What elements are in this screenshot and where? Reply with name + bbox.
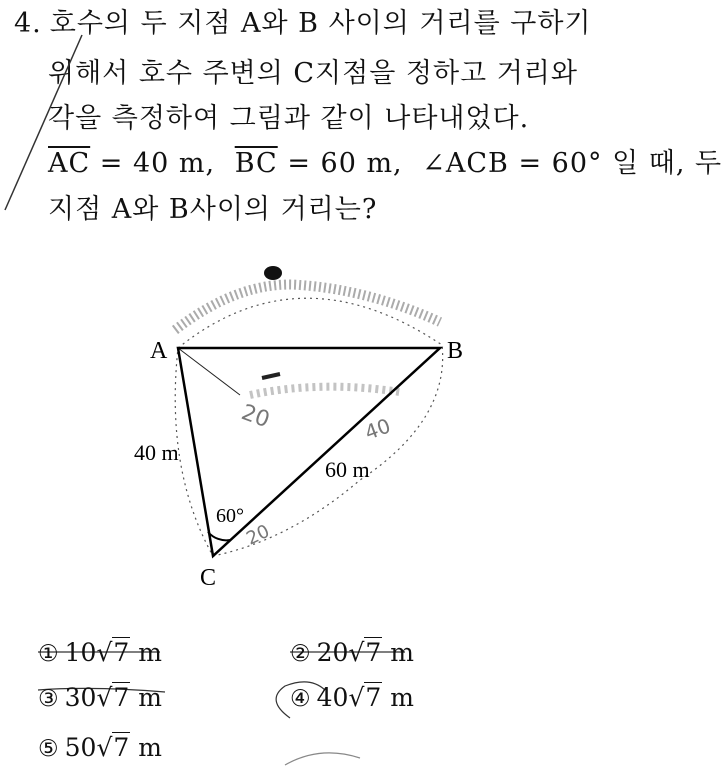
question-condition-line: $\overline{AC} = 40$ m, $\overline{BC} = 60$ m, ∠ACB = 60° 일 때, 두 bbox=[48, 148, 722, 179]
label-b: B bbox=[447, 338, 464, 364]
angle-condition: ∠ACB = 60° 일 때, 두 bbox=[422, 148, 722, 179]
choice-1[interactable]: ① 10√7 m bbox=[38, 638, 162, 667]
pencil-stroke bbox=[5, 35, 82, 210]
water-texture bbox=[250, 387, 400, 395]
grass-shore bbox=[175, 285, 440, 330]
choice-3[interactable]: ③ 30√7 m bbox=[38, 683, 162, 712]
label-bc-length: 60 m bbox=[325, 457, 370, 482]
segment-ac: $\overline{AC}$ bbox=[48, 148, 91, 179]
boat-icon bbox=[262, 374, 280, 378]
question-number: 4. bbox=[14, 8, 42, 39]
segment-bc: $\overline{BC}$ bbox=[234, 148, 278, 179]
handwritten-note-40: 40 bbox=[361, 413, 394, 445]
label-c: C bbox=[200, 565, 217, 591]
handwritten-note-20b: 20 bbox=[243, 520, 273, 550]
guide-line bbox=[178, 348, 240, 395]
choice-5[interactable]: ⑤ 50√7 m bbox=[38, 733, 162, 762]
question-line-1: 4. 호수의 두 지점 A와 B 사이의 거리를 구하기 bbox=[14, 8, 592, 39]
question-line-2: 위해서 호수 주변의 C지점을 정하고 거리와 bbox=[48, 58, 578, 89]
question-line-5: 지점 A와 B사이의 거리는? bbox=[48, 194, 378, 225]
handwritten-note-20: 20 bbox=[237, 400, 273, 434]
label-a: A bbox=[150, 338, 168, 364]
label-angle: 60° bbox=[216, 505, 244, 527]
pencil-scribble bbox=[285, 753, 360, 765]
tree-icon bbox=[264, 266, 282, 280]
question-line-3: 각을 측정하여 그림과 같이 나타내었다. bbox=[48, 103, 530, 134]
choice-2[interactable]: ② 20√7 m bbox=[290, 638, 414, 667]
choice-4[interactable]: ④ 40√7 m bbox=[290, 683, 414, 712]
label-ac-length: 40 m bbox=[134, 440, 179, 465]
